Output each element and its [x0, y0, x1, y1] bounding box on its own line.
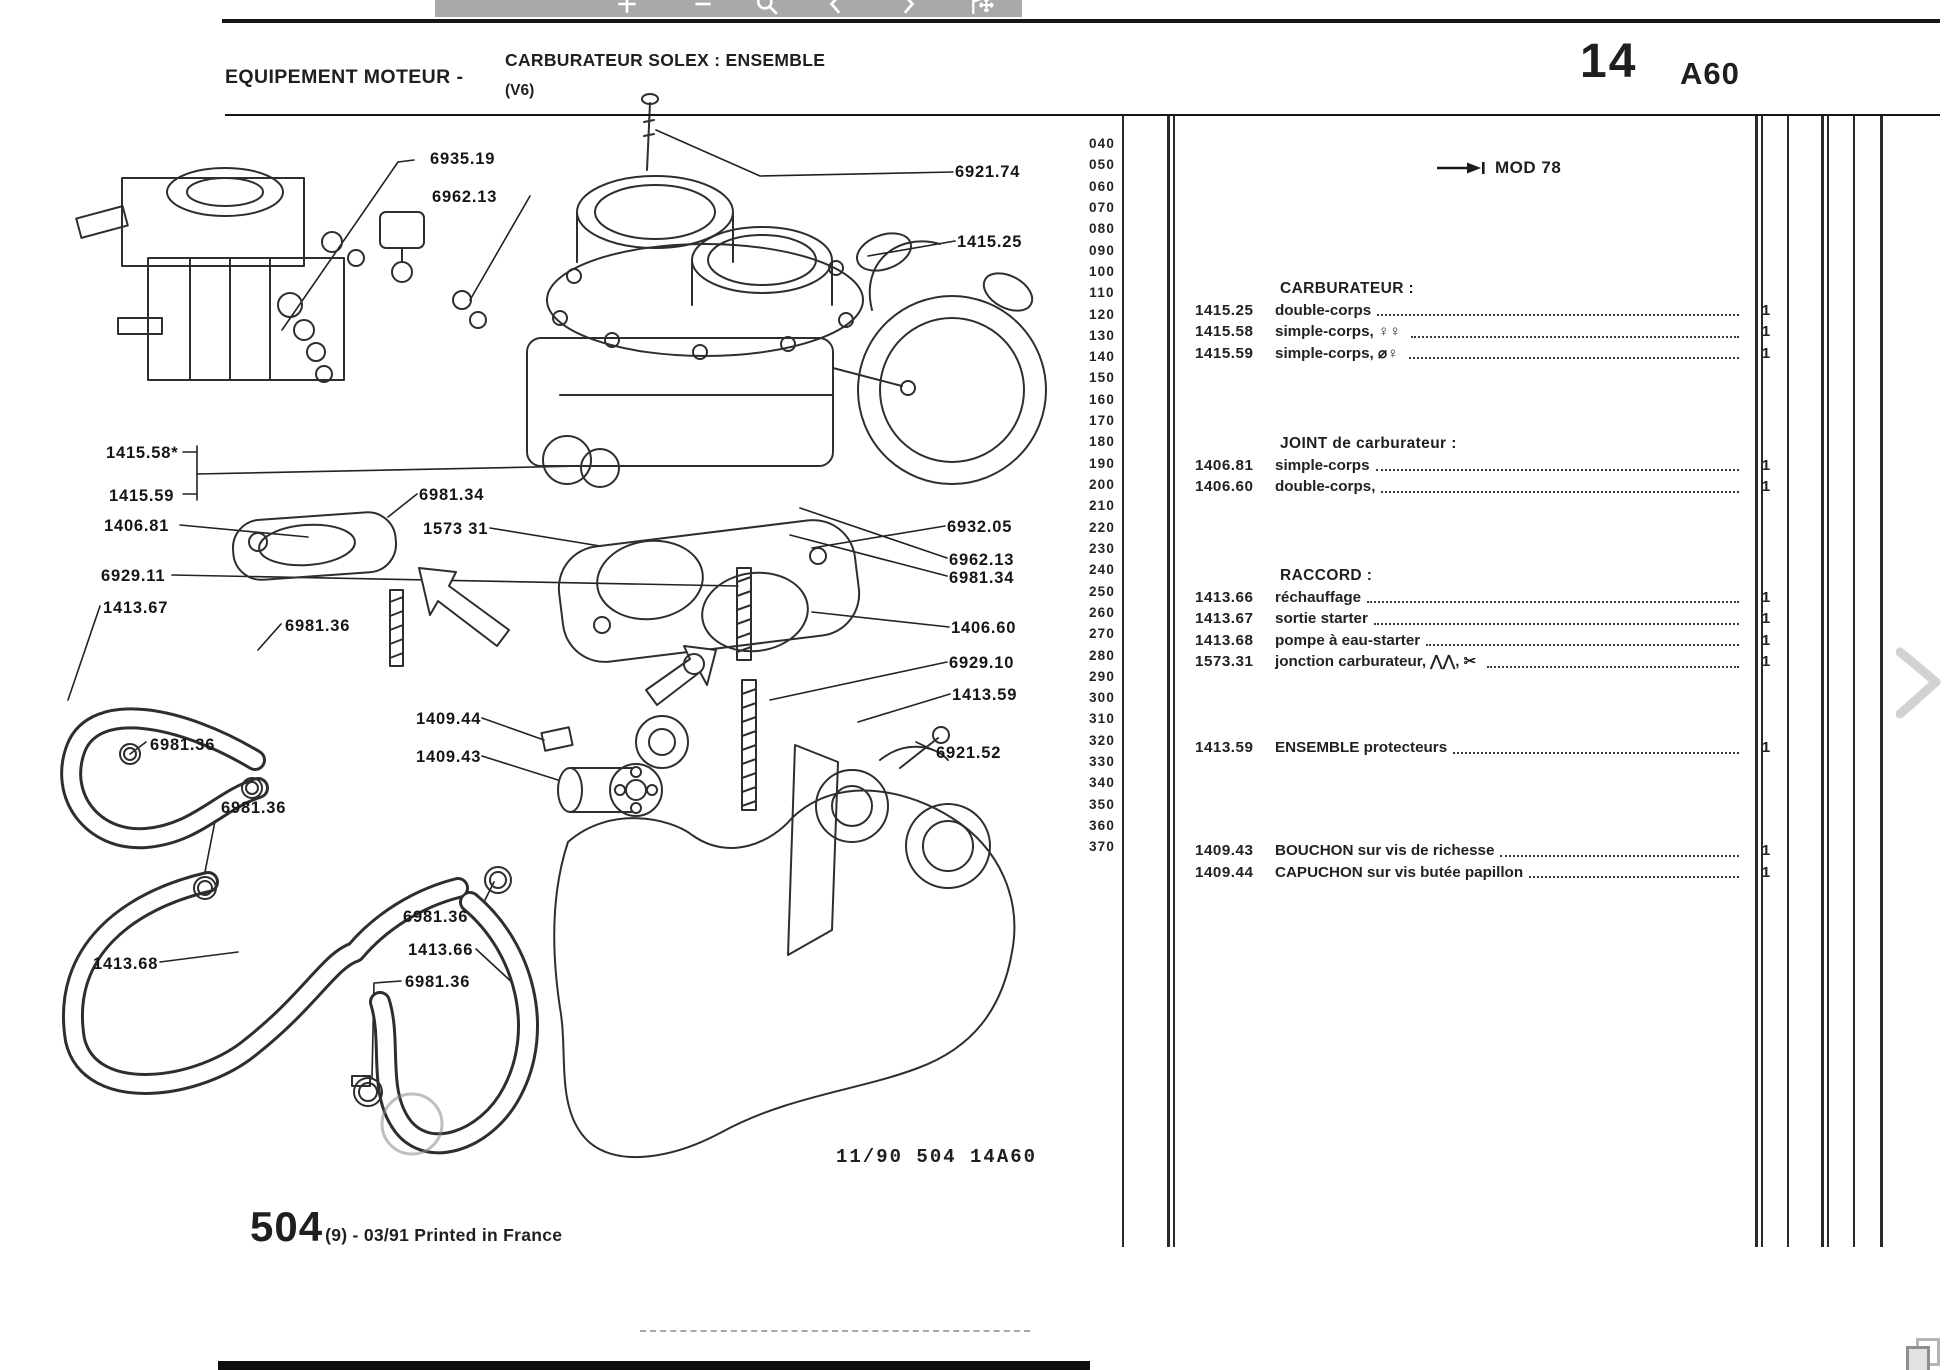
item-number: 110 — [1089, 285, 1115, 301]
parts-row — [1185, 300, 1787, 322]
parts-row — [1185, 476, 1787, 498]
item-number: 260 — [1088, 604, 1116, 620]
item-number: 170 — [1088, 413, 1116, 429]
dot-leader — [1411, 336, 1739, 338]
part-number: 1415.58 — [1195, 323, 1254, 340]
dot-leader — [1377, 314, 1739, 316]
pages-icon[interactable] — [1906, 1346, 1930, 1370]
part-callout-label: 1415.58* — [106, 444, 179, 462]
exploded-diagram — [40, 85, 1070, 1185]
part-label: jonction carburateur, ⋀⋀, ✂ — [1275, 653, 1481, 670]
parts-row — [1185, 455, 1787, 477]
part-label: ENSEMBLE protecteurs — [1275, 739, 1448, 756]
item-number: 270 — [1088, 626, 1116, 642]
item-number: 190 — [1088, 455, 1116, 471]
item-number: 310 — [1088, 711, 1116, 727]
section-heading: CARBURATEUR : — [1280, 280, 1415, 297]
part-callout-label: 6962.13 — [949, 551, 1015, 569]
dot-leader — [1367, 601, 1739, 603]
item-number: 120 — [1088, 306, 1116, 322]
part-callout-label: 1415.25 — [957, 233, 1023, 251]
part-qty: 1 — [1761, 323, 1771, 340]
air-cleaner-sketch — [852, 226, 1046, 484]
part-label: pompe à eau-starter — [1275, 631, 1421, 649]
item-number: 080 — [1088, 221, 1116, 237]
part-callout-label: 6929.10 — [949, 654, 1015, 672]
part-qty: 1 — [1761, 863, 1771, 881]
parts-row — [1185, 587, 1787, 609]
part-label: double-corps — [1275, 301, 1372, 319]
part-callout-label: 6981.36 — [221, 799, 287, 817]
part-label: simple-corps, ⌀♀ — [1275, 344, 1403, 362]
part-callout-label: 6932.05 — [947, 518, 1013, 536]
part-callout-label: 6921.74 — [955, 163, 1021, 181]
part-qty: 1 — [1761, 588, 1771, 606]
part-callout-label: 6981.36 — [150, 736, 216, 754]
dot-leader — [1426, 644, 1739, 646]
part-number: 1409.44 — [1195, 863, 1254, 881]
page-title: CARBURATEUR SOLEX : ENSEMBLE — [505, 50, 826, 70]
item-number: 320 — [1088, 732, 1116, 748]
item-number: 340 — [1088, 775, 1116, 791]
part-label: double-corps, — [1275, 478, 1376, 495]
part-callout-label: 1413.66 — [408, 941, 474, 959]
item-number: 230 — [1088, 540, 1116, 556]
part-qty: 1 — [1761, 739, 1771, 756]
minus-icon[interactable] — [691, 0, 715, 16]
parts-section-joint — [1185, 433, 1787, 498]
part-number: 1406.60 — [1195, 478, 1254, 495]
part-callout-label: 1415.59 — [109, 487, 175, 505]
part-qty: 1 — [1761, 344, 1771, 362]
part-number: 1415.59 — [1195, 344, 1254, 362]
plate-reference: 11/90 504 14A60 — [836, 1146, 1038, 1168]
parts-row — [1185, 343, 1787, 365]
part-callout-label: 1413.59 — [952, 686, 1018, 704]
dot-leader — [1409, 357, 1739, 359]
part-callout-label: 6921.52 — [936, 744, 1002, 762]
prev-icon[interactable] — [825, 0, 849, 16]
item-number: 370 — [1088, 839, 1116, 855]
item-number: 160 — [1088, 391, 1116, 407]
left-carburetor-sketch — [76, 168, 486, 382]
part-number: 1413.68 — [1195, 631, 1254, 649]
part-qty: 1 — [1761, 301, 1771, 319]
item-number: 070 — [1088, 199, 1116, 215]
table-rule — [1173, 116, 1175, 1247]
plus-icon[interactable] — [615, 0, 639, 16]
page-top-rule — [222, 19, 1940, 23]
part-number: 1573.31 — [1195, 653, 1254, 670]
chevron-right-icon[interactable] — [1896, 640, 1946, 726]
part-number: 1409.43 — [1195, 842, 1254, 859]
engine-block-sketch — [554, 745, 1014, 1157]
part-label: simple-corps, ♀♀ — [1275, 323, 1405, 340]
magnifier-icon[interactable] — [755, 0, 779, 16]
item-number: 300 — [1088, 690, 1116, 706]
item-number: 140 — [1088, 349, 1116, 365]
center-carburetor-sketch — [527, 94, 915, 487]
item-number: 290 — [1088, 668, 1116, 684]
gasket-sketches — [231, 510, 864, 666]
parts-row — [1185, 840, 1787, 862]
part-qty: 1 — [1761, 610, 1771, 627]
edition-line — [250, 1203, 562, 1251]
item-number: 220 — [1088, 519, 1116, 535]
part-qty: 1 — [1761, 478, 1771, 495]
table-rule — [1787, 116, 1789, 1247]
part-callout-label: 6935.19 — [430, 150, 496, 168]
mod-note — [1437, 158, 1561, 178]
item-number: 210 — [1088, 498, 1116, 514]
section-title: EQUIPEMENT MOTEUR - — [225, 66, 464, 88]
part-callout-label: 6981.36 — [285, 617, 351, 635]
page-code: A60 — [1680, 56, 1740, 91]
item-number: 040 — [1088, 136, 1116, 151]
parts-section-raccord — [1185, 565, 1787, 673]
item-number: 060 — [1088, 178, 1116, 194]
part-label: simple-corps — [1275, 456, 1370, 474]
item-number-column — [1080, 133, 1124, 858]
dot-leader — [1376, 469, 1739, 471]
part-callout-label: 6981.34 — [949, 569, 1015, 587]
item-number: 150 — [1088, 370, 1116, 386]
part-label: BOUCHON sur vis de richesse — [1275, 842, 1495, 859]
part-qty: 1 — [1761, 653, 1771, 670]
part-number: 1413.59 — [1195, 739, 1254, 756]
item-number: 330 — [1088, 754, 1116, 770]
parts-section-ensemble — [1185, 737, 1787, 759]
section-heading: JOINT de carburateur : — [1280, 435, 1457, 452]
part-label: réchauffage — [1275, 588, 1362, 606]
part-callout-label: 1413.68 — [93, 955, 159, 973]
item-number: 280 — [1088, 647, 1116, 663]
hose-sketches — [71, 718, 528, 1143]
dot-leader — [1453, 752, 1739, 754]
part-callout-label: 1406.60 — [951, 619, 1017, 637]
parts-section-carburateur — [1185, 278, 1787, 364]
section-heading: RACCORD : — [1280, 567, 1373, 584]
chapter-number: 14 — [1580, 35, 1638, 88]
part-callout-label: 6929.11 — [101, 567, 166, 585]
next-icon[interactable] — [895, 0, 919, 16]
part-callout-label: 1409.43 — [416, 748, 482, 766]
dot-leader — [1500, 855, 1739, 857]
part-label: CAPUCHON sur vis butée papillon — [1275, 863, 1524, 881]
parts-row — [1185, 651, 1787, 673]
parts-row — [1185, 608, 1787, 630]
table-rule — [1880, 116, 1883, 1247]
part-number: 1415.25 — [1195, 301, 1254, 319]
item-number: 180 — [1088, 434, 1116, 450]
table-rule — [1821, 116, 1824, 1247]
part-callout-label: 6981.36 — [403, 908, 469, 926]
part-callout-label: 1573 31 — [423, 520, 489, 538]
pan-icon[interactable] — [970, 0, 994, 16]
part-number: 1413.66 — [1195, 588, 1254, 606]
dot-leader — [1487, 666, 1739, 668]
direction-arrows — [419, 568, 716, 705]
scan-artifact-line — [640, 1330, 1030, 1332]
mod-note-text: MOD 78 — [1495, 158, 1562, 177]
part-callout-label: 1413.67 — [103, 599, 169, 617]
part-callout-label: 1409.44 — [416, 710, 482, 728]
item-number: 250 — [1088, 583, 1116, 599]
part-callout-label: 6981.36 — [405, 973, 471, 991]
dot-leader — [1381, 491, 1739, 493]
edition-text: (9) - 03/91 Printed in France — [325, 1225, 563, 1245]
viewer-toolbar — [435, 0, 1022, 17]
item-number: 090 — [1088, 242, 1116, 258]
part-callout-label: 1406.81 — [104, 517, 170, 535]
item-number: 100 — [1088, 263, 1116, 279]
part-qty: 1 — [1761, 456, 1771, 474]
item-number: 200 — [1088, 477, 1116, 492]
parts-row — [1185, 862, 1787, 884]
table-rule — [1853, 116, 1855, 1247]
parts-row — [1185, 630, 1787, 652]
part-qty: 1 — [1761, 631, 1771, 649]
dot-leader — [1529, 876, 1739, 878]
header-rule — [225, 114, 1940, 116]
item-number: 360 — [1088, 818, 1116, 833]
part-number: 1413.67 — [1195, 610, 1254, 627]
part-number: 1406.81 — [1195, 456, 1254, 474]
item-number: 130 — [1088, 327, 1116, 343]
item-number: 050 — [1088, 157, 1116, 173]
part-callout-label: 6962.13 — [432, 188, 498, 206]
table-rule — [1167, 116, 1170, 1247]
part-label: sortie starter — [1275, 610, 1368, 627]
scan-edge-strip — [218, 1361, 1090, 1370]
item-number: 350 — [1088, 796, 1116, 812]
dot-leader — [1374, 623, 1739, 625]
parts-row — [1185, 737, 1787, 759]
item-number: 240 — [1088, 562, 1116, 578]
catalog-number: 504 — [250, 1203, 324, 1250]
part-callout-label: 6981.34 — [419, 486, 485, 504]
parts-row — [1185, 321, 1787, 343]
page-subtitle: (V6) — [505, 82, 535, 99]
mod-arrow-icon — [1437, 160, 1487, 176]
part-qty: 1 — [1761, 842, 1771, 859]
parts-section-bouchon-capuchon — [1185, 840, 1787, 883]
table-rule — [1827, 116, 1829, 1247]
